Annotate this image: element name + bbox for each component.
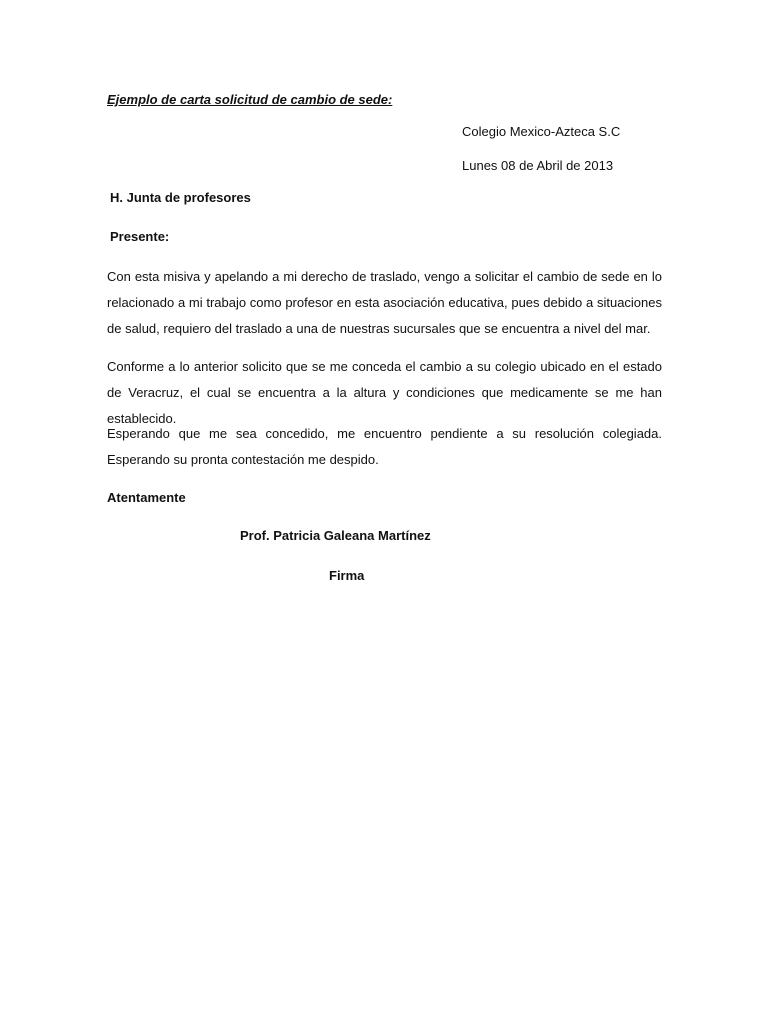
letter-date: Lunes 08 de Abril de 2013: [462, 158, 614, 173]
signature-label: Firma: [329, 568, 365, 583]
body-paragraph-1: Con esta misiva y apelando a mi derecho de traslado, vengo a solicitar el cambio de sede en lo relacionado a mi trabajo como profesor en esta asociación educativa, pues debido a situaciones de salud, requiero del traslado a una de nuestras sucursales que se encuentra a nivel del mar.: [107, 269, 662, 336]
signer-name: Prof. Patricia Galeana Martínez: [240, 528, 431, 543]
recipient: H. Junta de profesores: [110, 190, 251, 205]
body-paragraph-2: Conforme a lo anterior solicito que se me conceda el cambio a su colegio ubicado en el estado de Veracruz, el cual se encuentra a la altura y condiciones que medicamente se me han establecido.: [107, 359, 662, 426]
body-paragraph-3: Esperando que me sea concedido, me encuentro pendiente a su resolución colegiada. Esperando su pronta contestación me despido.: [107, 426, 662, 467]
document-title: Ejemplo de carta solicitud de cambio de sede:: [107, 92, 393, 107]
school-name: Colegio Mexico-Azteca S.C: [462, 124, 621, 139]
closing: Atentamente: [107, 490, 186, 505]
salutation: Presente:: [110, 229, 170, 244]
